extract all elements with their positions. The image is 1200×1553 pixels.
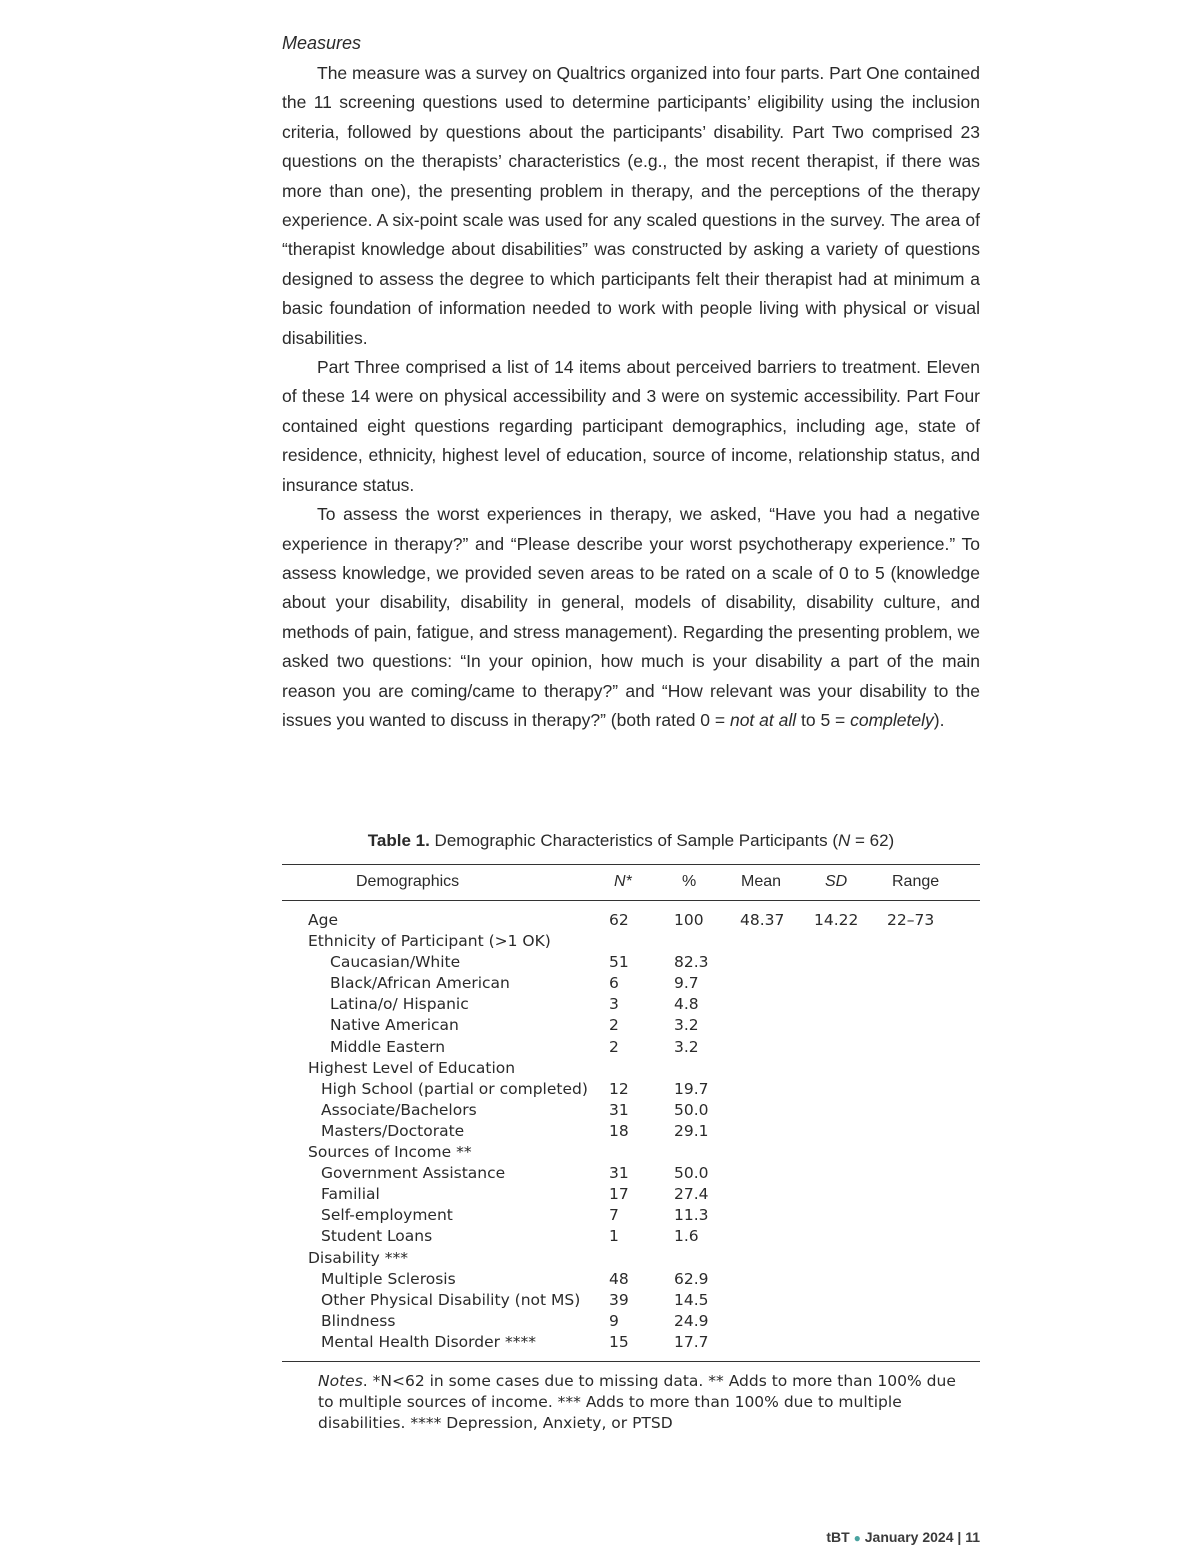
cell-n: 31 — [609, 1100, 629, 1119]
cell-n: 39 — [609, 1290, 629, 1309]
cell-pct: 29.1 — [674, 1121, 709, 1140]
notes-label: Notes — [318, 1372, 363, 1390]
footer-separator: | — [957, 1529, 962, 1545]
row-label: Disability *** — [308, 1248, 409, 1267]
table-header-range: Range — [892, 873, 940, 890]
table-body — [282, 910, 980, 1353]
table-caption — [282, 829, 980, 853]
cell-pct: 3.2 — [674, 1016, 699, 1035]
paragraph-2: Part Three comprised a list of 14 items about perceived barriers to treatment. Eleven of these 14 were on physical accessibility and 3 were on systemic accessibility. Part Four contained eight questions regarding participant demographics, including age, state of residence, ethnicity, highest level of education, source of income, relationship status, and insurance status. — [282, 357, 980, 495]
row-label: Latina/o/ Hispanic — [330, 995, 469, 1014]
table-caption-text: Demographic Characteristics of Sample Participants ( — [434, 831, 838, 850]
cell-pct: 11.3 — [674, 1206, 709, 1225]
cell-pct: 50.0 — [674, 1164, 709, 1183]
cell-n: 17 — [609, 1185, 629, 1204]
row-label: Other Physical Disability (not MS) — [321, 1290, 581, 1309]
cell-n: 6 — [609, 974, 619, 993]
row-label: Sources of Income ** — [308, 1143, 472, 1162]
table-row — [282, 994, 980, 1015]
cell-n: 2 — [609, 1016, 619, 1035]
row-label: Masters/Doctorate — [321, 1121, 465, 1140]
table-row — [282, 1037, 980, 1058]
table-header-percent: % — [682, 873, 697, 890]
row-label: Black/African American — [330, 974, 510, 993]
cell-pct: 27.4 — [674, 1185, 709, 1204]
paragraph-3-text-3: ). — [933, 709, 945, 730]
cell-sd: 14.22 — [814, 911, 859, 929]
table-header-demographics: Demographics — [356, 873, 460, 890]
cell-pct: 9.7 — [674, 974, 699, 993]
page-footer — [826, 1529, 980, 1545]
table-row — [282, 1269, 980, 1290]
row-label: High School (partial or completed) — [321, 1079, 588, 1098]
cell-pct: 50.0 — [674, 1100, 709, 1119]
notes-text: . *N<62 in some cases due to missing data. ** Adds to more than 100% due to multiple sources of income. *** Adds to more than 100% due to multiple disabilities. **** Depression, Anxiety, or PTSD — [318, 1372, 956, 1433]
footer-dot-icon: ● — [853, 1531, 861, 1545]
cell-pct: 62.9 — [674, 1269, 709, 1288]
table-row — [282, 1332, 980, 1353]
table-row — [282, 1100, 980, 1121]
section-heading: Measures — [282, 33, 362, 53]
row-label: Native American — [330, 1016, 459, 1035]
paragraph-3-text-2: to 5 = — [796, 709, 851, 730]
footer-journal: tBT — [826, 1529, 850, 1545]
table-row — [282, 952, 980, 973]
table-header-sd: SD — [825, 873, 848, 890]
row-label: Middle Eastern — [330, 1037, 446, 1056]
cell-n: 2 — [609, 1037, 619, 1056]
table-row — [282, 1290, 980, 1311]
table-header-rule — [282, 900, 980, 901]
row-label: Ethnicity of Participant (>1 OK) — [308, 932, 551, 951]
cell-n: 51 — [609, 953, 629, 972]
cell-pct: 82.3 — [674, 953, 709, 972]
row-label: Associate/Bachelors — [321, 1100, 477, 1119]
table-row — [282, 1184, 980, 1205]
cell-n: 9 — [609, 1311, 619, 1330]
table-row — [282, 973, 980, 994]
cell-pct: 17.7 — [674, 1332, 709, 1351]
table-row — [282, 1226, 980, 1247]
table-row — [282, 1079, 980, 1100]
cell-pct: 19.7 — [674, 1079, 709, 1098]
paragraph-1: The measure was a survey on Qualtrics organized into four parts. Part One contained the 11 screening questions used to determine participants’ eligibility using the inclusion criteria, followed by questions about the participants’ disability. Part Two comprised 23 questions on the therapists’ characteristics (e.g., the most recent therapist, if there was more than one), the presenting problem in therapy, and the perceptions of the therapy experience. A six-point scale was used for any scaled questions in the survey. The area of “therapist knowledge about disabilities” was constructed by asking a variety of questions designed to assess the degree to which participants felt their therapist had at minimum a basic foundation of information needed to work with people living with physical or visual disabilities. — [282, 63, 980, 348]
table-bottom-rule — [282, 1361, 980, 1362]
cell-pct: 4.8 — [674, 995, 699, 1014]
cell-n: 48 — [609, 1269, 629, 1288]
table-row — [282, 1205, 980, 1226]
cell-pct: 3.2 — [674, 1037, 699, 1056]
cell-n: 31 — [609, 1164, 629, 1183]
cell-n: 15 — [609, 1332, 629, 1351]
table-caption-n: N — [837, 831, 851, 850]
cell-n: 3 — [609, 995, 619, 1014]
table-top-rule — [282, 864, 980, 865]
table-row — [282, 1163, 980, 1184]
body-text — [282, 59, 980, 735]
footer-date: January 2024 — [864, 1529, 954, 1545]
table-header-n: N* — [614, 873, 632, 890]
cell-pct: 14.5 — [674, 1290, 709, 1309]
row-label: Government Assistance — [321, 1164, 506, 1183]
page-number: 11 — [965, 1529, 980, 1545]
cell-n: 1 — [609, 1227, 619, 1246]
cell-n: 12 — [609, 1079, 629, 1098]
row-label: Student Loans — [321, 1227, 433, 1246]
table-row — [282, 910, 980, 931]
table-row — [282, 1015, 980, 1036]
table-header-mean: Mean — [741, 873, 782, 890]
table-caption-label: Table 1. — [367, 831, 430, 850]
cell-pct: 100 — [674, 911, 704, 929]
paragraph-3-text: To assess the worst experiences in therapy, we asked, “Have you had a negative experience in therapy?” and “Please describe your worst psychotherapy experience.” To assess knowledge, we provided seven areas to be rated on a scale of 0 to 5 (knowledge about your disability, disability in general, models of disability, disability culture, and methods of pain, fatigue, and stress management). Regarding the presenting problem, we asked two questions: “In your opinion, how much is your disability a part of the main reason you are coming/came to therapy?” and “How relevant was your disability to the issues you wanted to discuss in therapy?” (both rated 0 = — [282, 504, 980, 730]
cell-n: 7 — [609, 1206, 619, 1225]
cell-pct: 24.9 — [674, 1311, 709, 1330]
table-row — [282, 1248, 980, 1269]
table-row — [282, 1311, 980, 1332]
row-label: Familial — [321, 1185, 380, 1204]
table-row — [282, 931, 980, 952]
row-label: Self-employment — [321, 1206, 453, 1225]
paragraph-3-emphasis-1: not at all — [729, 709, 797, 730]
table-caption-end: = 62) — [850, 831, 895, 850]
cell-n: 62 — [609, 911, 629, 929]
paragraph-3 — [282, 500, 980, 735]
cell-pct: 1.6 — [674, 1227, 699, 1246]
cell-range: 22–73 — [887, 911, 935, 929]
paragraph-3-emphasis-2: completely — [850, 709, 934, 730]
row-label: Blindness — [321, 1311, 396, 1330]
row-label: Mental Health Disorder **** — [321, 1332, 536, 1351]
cell-n: 18 — [609, 1121, 629, 1140]
row-label: Highest Level of Education — [308, 1058, 516, 1077]
table-row — [282, 1058, 980, 1079]
row-label: Age — [308, 911, 338, 929]
cell-mean: 48.37 — [740, 911, 785, 929]
table-notes — [318, 1371, 968, 1435]
table-row — [282, 1121, 980, 1142]
row-label: Multiple Sclerosis — [321, 1269, 456, 1288]
table-row — [282, 1142, 980, 1163]
row-label: Caucasian/White — [330, 953, 461, 972]
